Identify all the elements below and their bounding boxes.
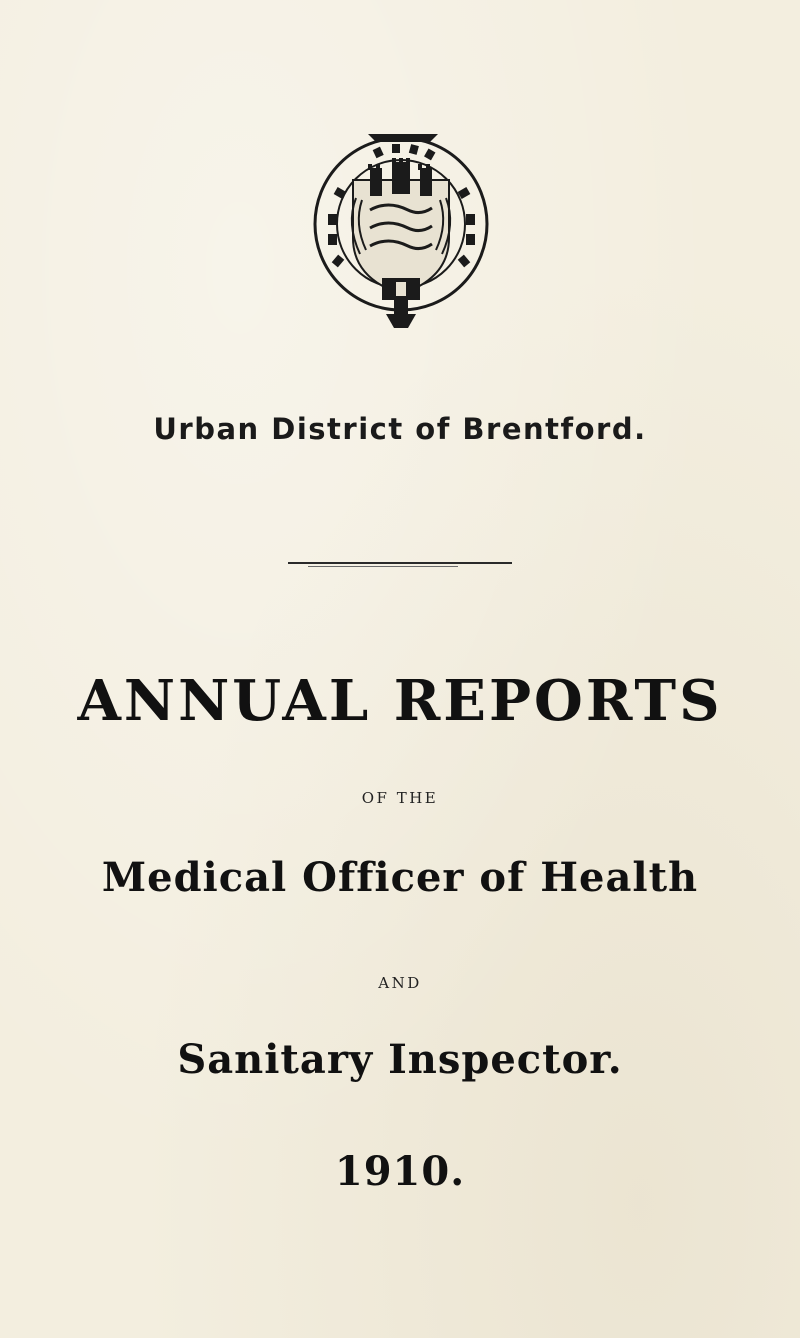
brentford-seal-emblem <box>308 128 494 340</box>
district-heading: Urban District of Brentford. <box>153 412 647 446</box>
of-the-text: OF THE <box>361 789 439 807</box>
and-text: AND <box>378 974 422 992</box>
sanitary-inspector-heading: Sanitary Inspector. <box>177 1036 623 1083</box>
report-title: ANNUAL REPORTS <box>77 668 723 734</box>
report-year: 1910. <box>334 1148 466 1195</box>
divider-rule <box>288 562 512 564</box>
medical-officer-heading: Medical Officer of Health <box>101 854 699 901</box>
